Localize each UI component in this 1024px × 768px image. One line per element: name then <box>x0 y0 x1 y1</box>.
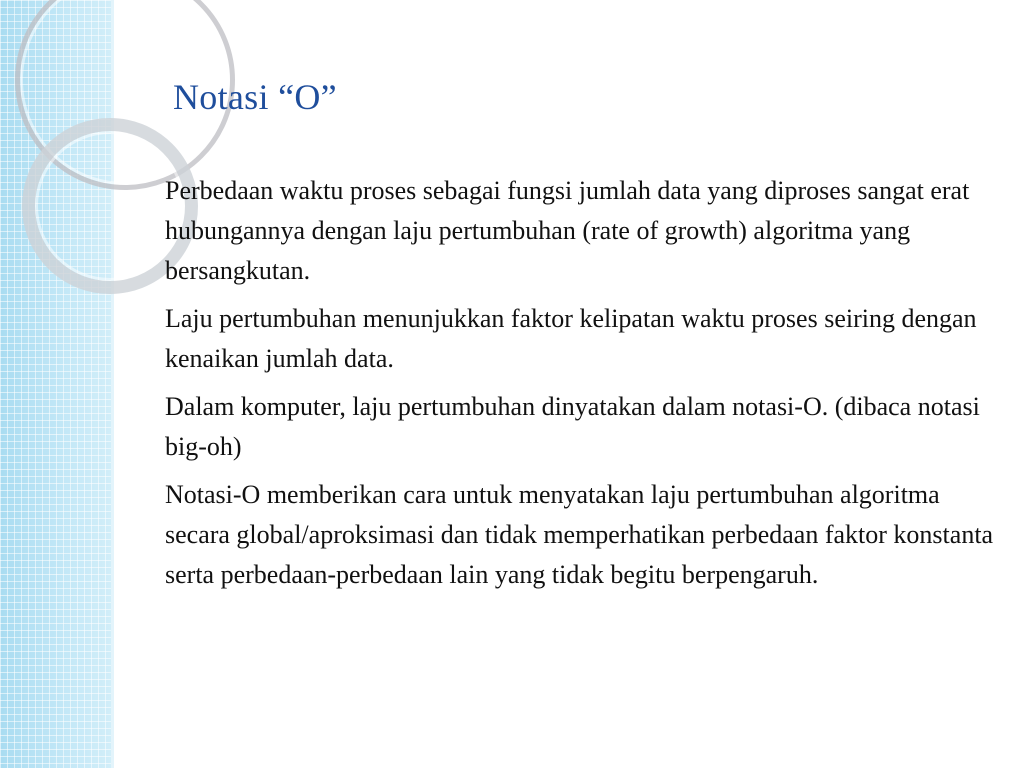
slide-title: Notasi “O” <box>173 77 337 117</box>
body-paragraph: Perbedaan waktu proses sebagai fungsi jumlah data yang diproses sangat erat hubungannya dengan laju pertumbuhan (rate of growth) algoritma yang bersangkutan. <box>165 176 970 285</box>
body-paragraph: Laju pertumbuhan menunjukkan faktor kelipatan waktu proses seiring dengan kenaikan jumlah data. <box>165 304 977 373</box>
slide-body <box>165 171 1000 603</box>
body-paragraph: Notasi-O memberikan cara untuk menyatakan laju pertumbuhan algoritma secara global/aproksimasi dan tidak memperhatikan perbedaan faktor konstanta serta perbedaan-perbedaan lain yang tidak begitu berpengaruh. <box>165 480 994 589</box>
body-paragraph: Dalam komputer, laju pertumbuhan dinyatakan dalam notasi-O. (dibaca notasi big-oh) <box>165 392 980 461</box>
